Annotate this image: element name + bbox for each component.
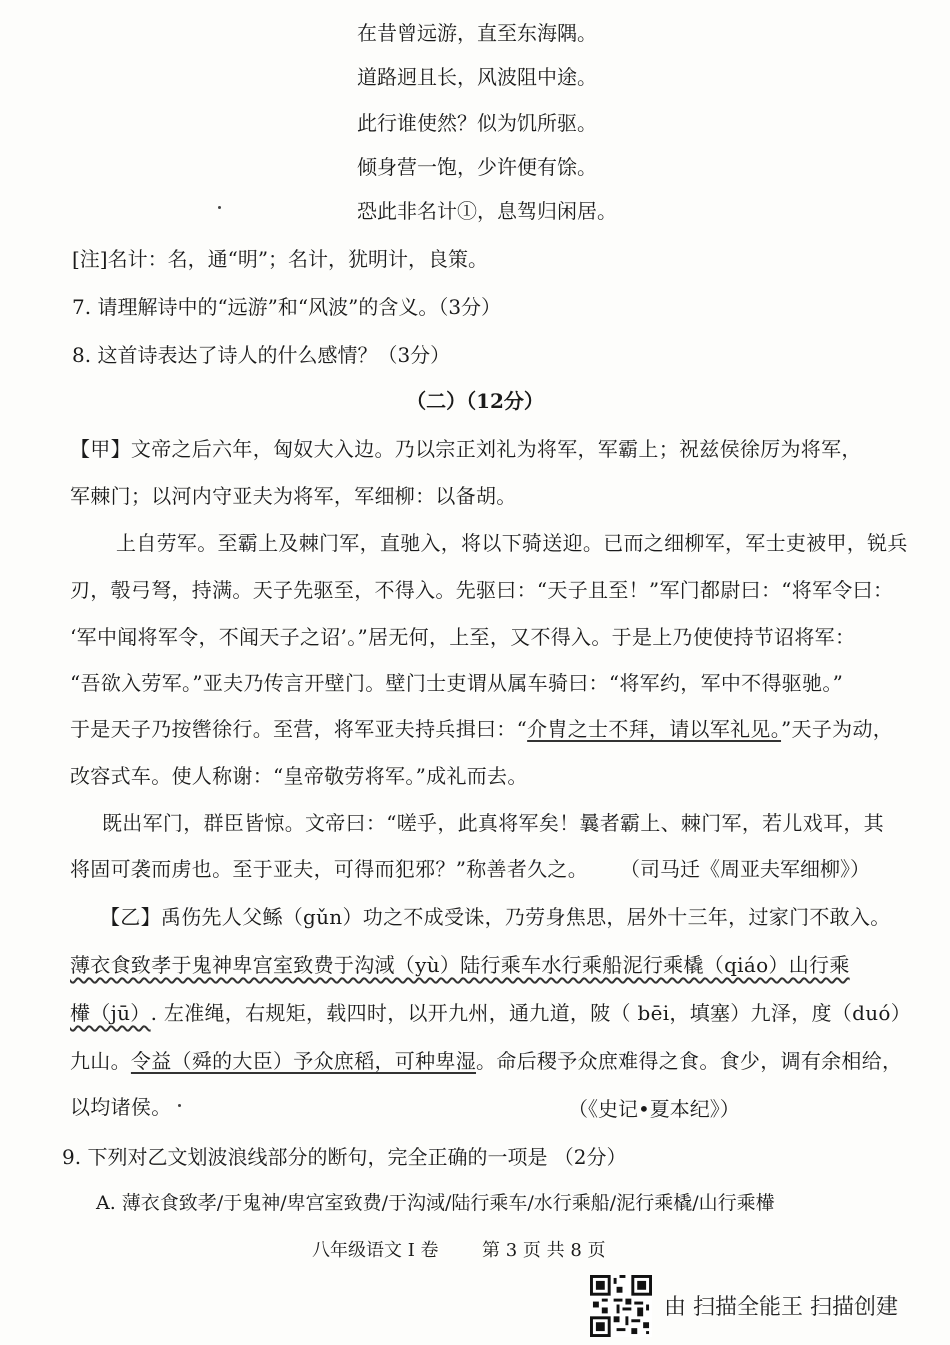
scanner-watermark: 由 扫描全能王 扫描创建 [664, 1295, 898, 1320]
poem-line-3: 此行谁使然？似为饥所驱。 [357, 111, 597, 135]
jia-p3-line-2: 将固可袭而虏也。至于亚夫，可得而犯邪？”称善者久之。 [70, 857, 589, 881]
jia-p2-line-5-start: 于是天子乃按辔徐行。至营，将军亚夫持兵揖曰：“ [70, 717, 528, 741]
yi-line-4-start: 九山。 [70, 1049, 131, 1073]
yi-wavy-text-2: 檋（jū） [70, 1001, 151, 1025]
yi-line-5: 以均诸侯。 [70, 1095, 172, 1119]
yi-line-1: 【乙】禹伤先人父鲧（gǔn）功之不成受诛，乃劳身焦思，居外十三年，过家门不敢入。 [100, 905, 891, 929]
section-title: （二）（12分） [406, 389, 544, 413]
scan-speck [178, 1104, 181, 1107]
jia-p2-line-5-end: ”天子为动， [781, 717, 894, 741]
jia-p2-line-6: 改容式车。使人称谢：“皇帝敬劳将军。”成礼而去。 [70, 764, 528, 788]
question-9: 9. 下列对乙文划波浪线部分的断句，完全正确的一项是 （2分） [62, 1145, 627, 1169]
jia-p1-line-2: 军棘门；以河内守亚夫为将军，军细柳：以备胡。 [70, 484, 517, 508]
jia-p2-line-5 [70, 716, 893, 742]
yi-source: （《史记•夏本纪》） [568, 1097, 740, 1121]
jia-p2-line-3: ‘军中闻将军令，不闻天子之诏’。”居无何，上至，又不得入。于是上乃使使持节诏将军： [70, 625, 856, 649]
jia-p3-line-1: 既出军门，群臣皆惊。文帝曰：“嗟乎，此真将军矣！曩者霸上、棘门军，若儿戏耳，其 [102, 811, 884, 835]
yi-line-4 [70, 1048, 902, 1074]
jia-p2-line-2: 刃，彀弓弩，持满。天子先驱至，不得入。先驱曰：“天子且至！”军门都尉曰：“将军令曰： [70, 578, 894, 602]
yi-line-3 [70, 1000, 911, 1026]
jia-p2-line-1: 上自劳军。至霸上及棘门军，直驰入，将以下骑送迎。已而之细柳军，军士吏被甲，锐兵 [116, 531, 908, 555]
jia-source: （司马迁《周亚夫军细柳》） [620, 857, 870, 881]
poem-line-5: 恐此非名计①，息驾归闲居。 [357, 199, 617, 223]
yi-underlined-sentence: 令益（舜的大臣）予众庶稻，可种卑湿 [130, 1049, 477, 1073]
poem-note: [注]名计：名，通“明”；名计，犹明计，良策。 [72, 247, 489, 271]
poem-line-2: 道路迥且长，风波阻中途。 [357, 65, 597, 89]
qr-code-icon [590, 1275, 652, 1337]
yi-line-3-rest: . 左准绳，右规矩，载四时，以开九州，通九道，陂（ bēi，填塞）九泽，度（duó） [150, 1001, 912, 1025]
jia-p1-line-1: 【甲】文帝之后六年，匈奴大入边。乃以宗正刘礼为将军，军霸上；祝兹侯徐厉为将军， [70, 437, 862, 461]
yi-wavy-text-1: 薄衣食致孝于鬼神卑宫室致费于沟淢（yù）陆行乘车水行乘船泥行乘橇（qiáo）山行乘 [70, 953, 850, 977]
question-8: 8. 这首诗表达了诗人的什么感情？（3分） [72, 343, 451, 367]
jia-p2-line-4: “吾欲入劳军。”亚夫乃传言开壁门。壁门士吏谓从属车骑曰：“将军约，军中不得驱驰。” [70, 671, 844, 695]
scan-speck [218, 206, 221, 209]
question-9-option-a: A. 薄衣食致孝/于鬼神/卑宫室致费/于沟淢/陆行乘车/水行乘船/泥行乘橇/山行乘檋 [96, 1192, 775, 1214]
footer-page-number: 第 3 页 共 8 页 [482, 1240, 606, 1261]
yi-line-2 [70, 952, 850, 978]
footer-exam-name: 八年级语文 I 卷 [312, 1240, 439, 1261]
poem-line-1: 在昔曾远游，直至东海隅。 [357, 21, 597, 45]
yi-line-4-end: 。命后稷予众庶难得之食。食少，调有余相给， [476, 1049, 903, 1073]
underlined-sentence: 介胄之士不拜，请以军礼见。 [527, 717, 782, 741]
question-7: 7. 请理解诗中的“远游”和“风波”的含义。（3分） [72, 295, 502, 319]
poem-line-4: 倾身营一饱，少许便有馀。 [357, 155, 597, 179]
